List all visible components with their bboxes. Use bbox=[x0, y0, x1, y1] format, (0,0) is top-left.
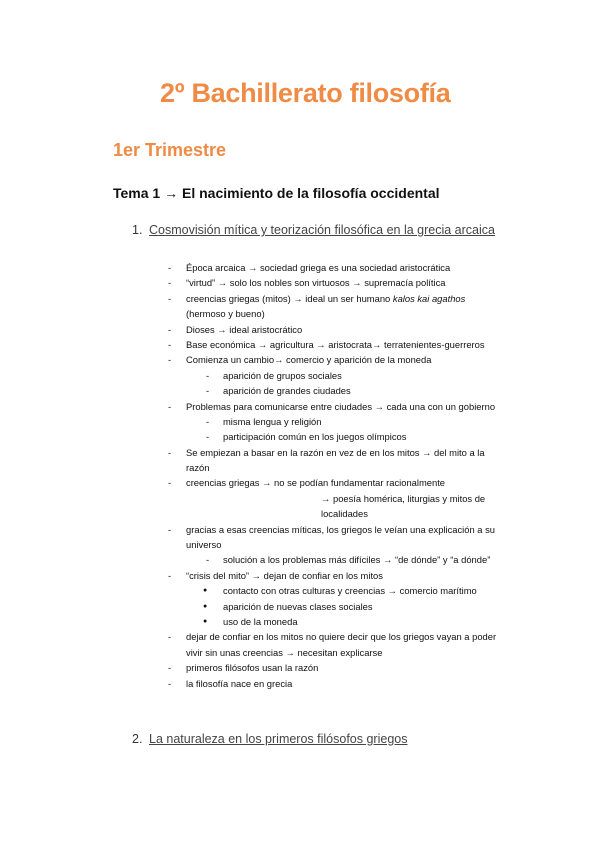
dash-marker: - bbox=[206, 415, 210, 427]
list-item: - “virtud” → solo los nobles son virtuosos → supremacía política bbox=[0, 275, 600, 290]
dash-marker: - bbox=[168, 523, 172, 535]
section-2-heading bbox=[132, 732, 407, 746]
dash-marker: - bbox=[206, 431, 210, 443]
bullet-item: ● uso de la moneda bbox=[0, 614, 600, 629]
list-item-continuation: razón bbox=[186, 462, 210, 474]
list-item: - Se empiezan a basar en la razón en vez de en los mitos → del mito a la bbox=[0, 445, 600, 460]
list-item: - primeros filósofos usan la razón bbox=[0, 660, 600, 675]
dash-marker: - bbox=[168, 569, 172, 581]
section-number: 2. bbox=[132, 732, 143, 746]
list-item-continuation: vivir sin unas creencias → necesitan explicarse bbox=[186, 646, 383, 658]
dash-marker: - bbox=[168, 662, 172, 674]
list-item: - dejar de confiar en los mitos no quiere decir que los griegos vayan a poder bbox=[0, 629, 600, 644]
sub-list-item: - misma lengua y religión bbox=[0, 414, 600, 429]
bullet-item: ● contacto con otras culturas y creencias → comercio marítimo bbox=[0, 583, 600, 598]
dash-marker: - bbox=[168, 354, 172, 366]
bullet-item: ● aparición de nuevas clases sociales bbox=[0, 599, 600, 614]
dash-marker: - bbox=[168, 677, 172, 689]
dash-marker: - bbox=[168, 292, 172, 304]
list-item: - Época arcaica → sociedad griega es una sociedad aristocrática bbox=[0, 260, 600, 275]
sub-list-item: - participación común en los juegos olímpicos bbox=[0, 429, 600, 444]
sub-list-item: - aparición de grupos sociales bbox=[0, 368, 600, 383]
sub-list-item: - aparición de grandes ciudades bbox=[0, 383, 600, 398]
dash-marker: - bbox=[206, 385, 210, 397]
section-title: La naturaleza en los primeros filósofos griegos bbox=[149, 732, 408, 746]
dash-marker: - bbox=[168, 338, 172, 350]
sub-list-item: - solución a los problemas más difíciles → “de dónde” y “a dónde” bbox=[0, 552, 600, 567]
list-item: - gracias a esas creencias míticas, los griegos le veían una explicación a su bbox=[0, 522, 600, 537]
document-title: 2º Bachillerato filosofía bbox=[160, 78, 451, 108]
notes-list bbox=[0, 260, 600, 691]
list-item: - creencias griegas (mitos) → ideal un ser humano kalos kai agathos bbox=[0, 291, 600, 306]
list-item-continuation: (hermoso y bueno) bbox=[186, 308, 265, 320]
dash-marker: - bbox=[168, 323, 172, 335]
bullet-icon: ● bbox=[203, 602, 208, 610]
section-number: 1. bbox=[132, 223, 143, 237]
trimester-heading: 1er Trimestre bbox=[113, 140, 227, 160]
list-item: - Problemas para comunicarse entre ciudades → cada una con un gobierno bbox=[0, 399, 600, 414]
tema-heading: Tema 1 → El nacimiento de la filosofía occidental bbox=[113, 185, 440, 201]
list-item: - “crisis del mito” → dejan de confiar en los mitos bbox=[0, 568, 600, 583]
dash-marker: - bbox=[168, 277, 172, 289]
bullet-icon: ● bbox=[203, 617, 208, 625]
list-item: - creencias griegas → no se podían fundamentar racionalmente bbox=[0, 475, 600, 490]
dash-marker: - bbox=[168, 631, 172, 643]
dash-marker: - bbox=[168, 262, 172, 273]
italic-term: kalos kai agathos bbox=[392, 292, 466, 304]
list-item: - Dioses → ideal aristocrático bbox=[0, 322, 600, 337]
section-1-heading bbox=[132, 223, 495, 237]
bullet-icon: ● bbox=[203, 587, 208, 595]
dash-marker: - bbox=[168, 400, 172, 412]
list-item-continuation: → poesía homérica, liturgias y mitos de bbox=[321, 492, 486, 504]
list-item: - la filosofía nace en grecia bbox=[0, 676, 600, 691]
section-title: Cosmovisión mítica y teorización filosófica en la grecia arcaica bbox=[149, 223, 495, 237]
list-item: - Comienza un cambio→ comercio y aparición de la moneda bbox=[0, 352, 600, 367]
list-item-continuation: universo bbox=[186, 539, 222, 551]
dash-marker: - bbox=[206, 369, 210, 381]
dash-marker: - bbox=[168, 446, 172, 458]
dash-marker: - bbox=[206, 554, 210, 566]
dash-marker: - bbox=[168, 477, 172, 489]
list-item: - Base económica → agricultura → aristocrata→ terratenientes-guerreros bbox=[0, 337, 600, 352]
list-item-continuation: localidades bbox=[321, 508, 368, 520]
